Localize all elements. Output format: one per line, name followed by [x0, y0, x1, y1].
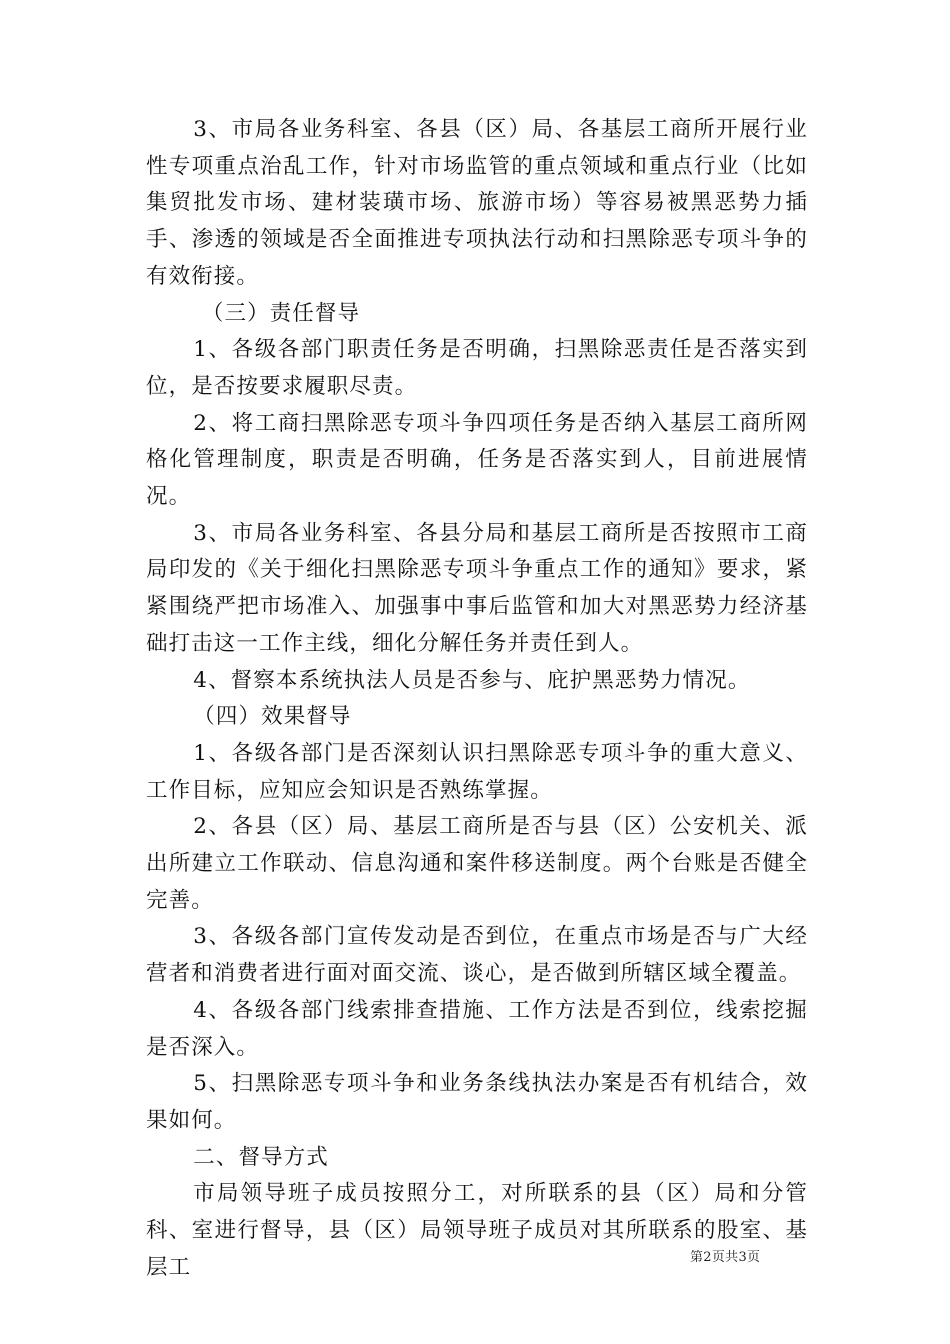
paragraph-responsibility-1: 1、各级各部门职责任务是否明确，扫黑除恶责任是否落实到位，是否按要求履职尽责。: [146, 337, 808, 399]
paragraph-effect-5: 5、扫黑除恶专项斗争和业务条线执法办案是否有机结合，效果如何。: [146, 1071, 808, 1133]
paragraph-effect-4: 4、各级各部门线索排查措施、工作方法是否到位，线索挖掘是否深入。: [146, 997, 808, 1060]
page-number-footer: 第2页共3页: [690, 1250, 761, 1265]
paragraph-responsibility-3: 3、市局各业务科室、各县分局和基层工商所是否按照市工商局印发的《关于细化扫黑除恶专项斗争重点工作的通知》要求，紧紧围绕严把市场准入、加强事中事后监管和加大对黑恶势力经济基础打击这一工作主线，细化分解任务并责任到人。: [146, 520, 808, 656]
section-heading-effect: （四）效果督导: [193, 704, 352, 730]
document-body: [146, 112, 808, 1287]
paragraph-effect-3: 3、各级各部门宣传发动是否到位，在重点市场是否与广大经营者和消费者进行面对面交流、谈心，是否做到所辖区域全覆盖。: [146, 924, 808, 987]
paragraph-method: 市局领导班子成员按照分工，对所联系的县（区）局和分管科、室进行督导，县（区）局领导班子成员对其所联系的股室、基层工: [146, 1181, 808, 1280]
paragraph-effect-2: 2、各县（区）局、基层工商所是否与县（区）公安机关、派出所建立工作联动、信息沟通和案件移送制度。两个台账是否健全完善。: [146, 814, 808, 913]
section-heading-responsibility: （三）责任督导: [201, 300, 361, 326]
paragraph-effect-1: 1、各级各部门是否深刻认识扫黑除恶专项斗争的重大意义、工作目标，应知应会知识是否熟练掌握。: [146, 740, 808, 803]
paragraph-responsibility-4: 4、督察本系统执法人员是否参与、庇护黑恶势力情况。: [193, 667, 751, 693]
paragraph-item-3-market-regulation: 3、市局各业务科室、各县（区）局、各基层工商所开展行业性专项重点治乱工作，针对市场监管的重点领域和重点行业（比如集贸批发市场、建材装璜市场、旅游市场）等容易被黑恶势力插手、渗透的领域是否全面推进专项执法行动和扫黑除恶专项斗争的有效衔接。: [146, 117, 808, 289]
paragraph-responsibility-2: 2、将工商扫黑除恶专项斗争四项任务是否纳入基层工商所网格化管理制度，职责是否明确，任务是否落实到人，目前进展情况。: [146, 410, 808, 510]
section-heading-method: 二、督导方式: [193, 1144, 329, 1170]
